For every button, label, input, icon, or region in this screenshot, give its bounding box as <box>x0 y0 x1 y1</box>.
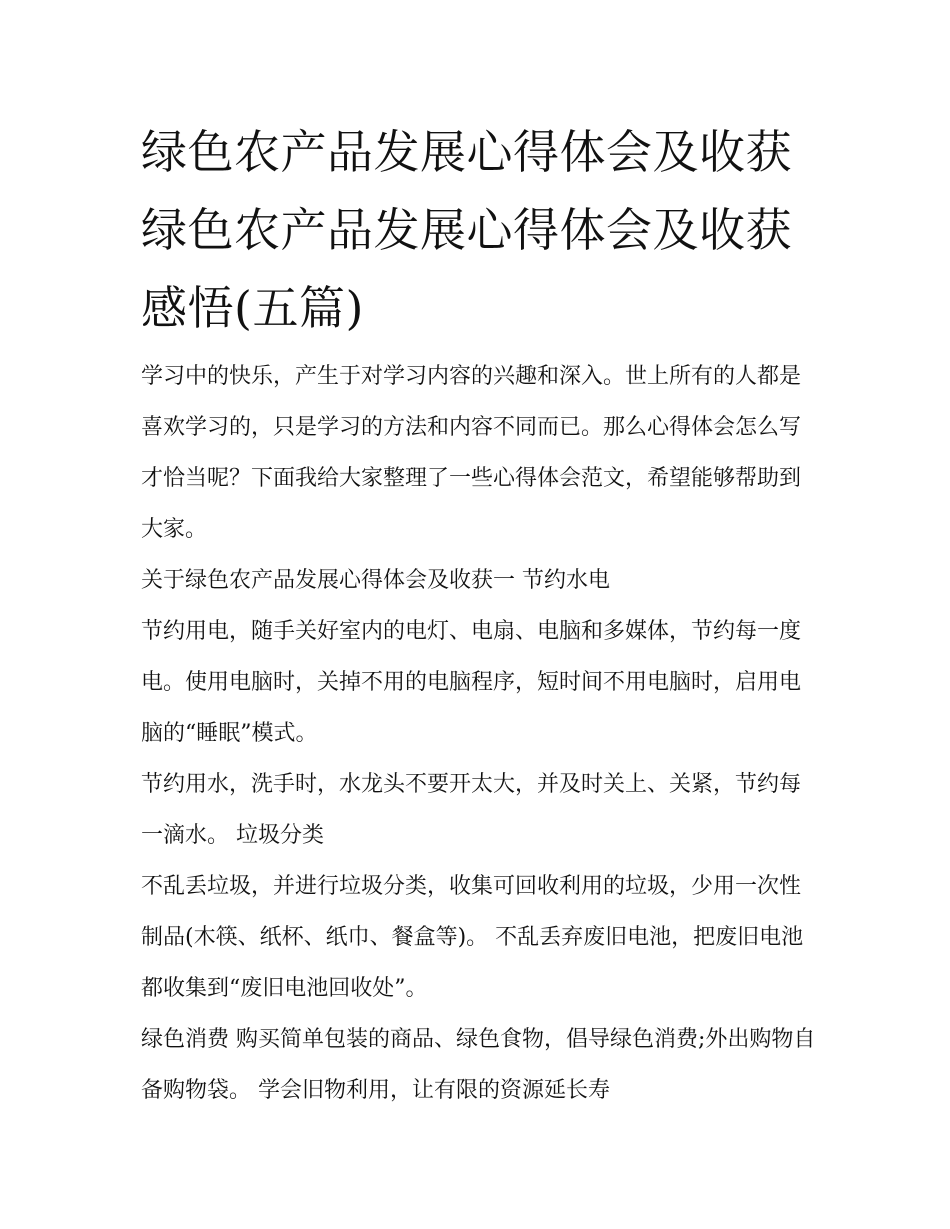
paragraph-intro: 学习中的快乐，产生于对学习内容的兴趣和深入。世上所有的人都是喜欢学习的，只是学习的方法和内容不同而已。那么心得体会怎么写才恰当呢？下面我给大家整理了一些心得体会范文，希望能够帮助到大家。 <box>141 364 802 542</box>
document-title: 绿色农产品发展心得体会及收获 绿色农产品发展心得体会及收获感悟(五篇) <box>141 125 792 335</box>
document-content <box>141 113 821 1116</box>
paragraph-section-heading: 关于绿色农产品发展心得体会及收获一 节约水电 <box>141 568 610 593</box>
paragraph-save-water: 节约用水，洗手时，水龙头不要开太大，并及时关上、关紧，节约每一滴水。 垃圾分类 <box>141 772 802 848</box>
document-body <box>141 351 821 1116</box>
paragraph-garbage-sorting: 不乱丢垃圾，并进行垃圾分类，收集可回收利用的垃圾，少用一次性制品(木筷、纸杯、纸巾、餐盒等)。 不乱丢弃废旧电池，把废旧电池都收集到“废旧电池回收处”。 <box>141 874 804 1001</box>
paragraph-green-consumption: 绿色消费 购买简单包装的商品、绿色食物，倡导绿色消费;外出购物自备购物袋。 学会旧物利用，让有限的资源延长寿 <box>141 1027 816 1103</box>
paragraph-save-electricity: 节约用电，随手关好室内的电灯、电扇、电脑和多媒体，节约每一度电。使用电脑时，关掉不用的电脑程序，短时间不用电脑时，启用电脑的“睡眠”模式。 <box>141 619 802 746</box>
